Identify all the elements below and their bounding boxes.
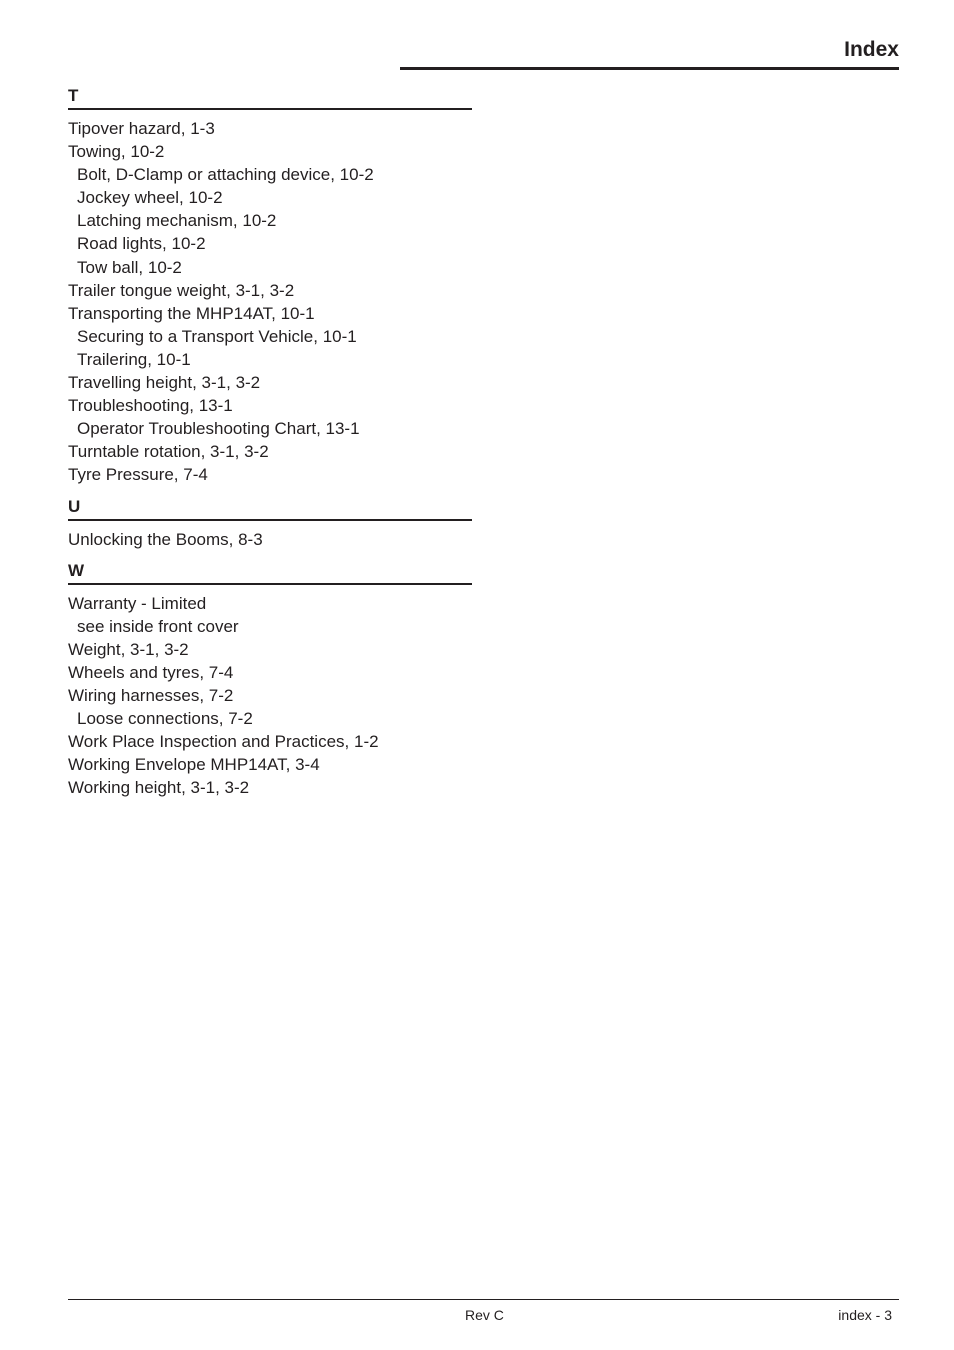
- index-section-u: [68, 495, 472, 551]
- header-rule: [400, 67, 899, 70]
- index-subentry: Latching mechanism, 10-2: [77, 211, 277, 231]
- index-entry: Trailer tongue weight, 3-1, 3-2: [68, 280, 295, 300]
- index-subentry: Operator Troubleshooting Chart, 13-1: [77, 419, 360, 439]
- index-entry: Tyre Pressure, 7-4: [68, 465, 208, 485]
- index-entry: Working Envelope MHP14AT, 3-4: [68, 755, 320, 775]
- index-subentry: Jockey wheel, 10-2: [77, 188, 223, 208]
- index-entry: Transporting the MHP14AT, 10-1: [68, 303, 315, 323]
- index-entry: Turntable rotation, 3-1, 3-2: [68, 442, 269, 462]
- index-entry: Wiring harnesses, 7-2: [68, 685, 234, 705]
- footer-rule: [68, 1299, 899, 1300]
- index-subentry: Loose connections, 7-2: [77, 709, 253, 729]
- index-entry: Working height, 3-1, 3-2: [68, 778, 250, 798]
- index-subentry: Trailering, 10-1: [77, 349, 191, 369]
- revision-label: Rev C: [465, 1307, 504, 1323]
- section-letter: W: [68, 559, 472, 585]
- index-entry: Unlocking the Booms, 8-3: [68, 529, 263, 549]
- index-entry: Weight, 3-1, 3-2: [68, 639, 189, 659]
- index-subentry: Securing to a Transport Vehicle, 10-1: [77, 326, 357, 346]
- index-entry: Work Place Inspection and Practices, 1-2: [68, 732, 379, 752]
- index-column: [68, 84, 472, 799]
- index-entry: Towing, 10-2: [68, 142, 165, 162]
- index-entry: Troubleshooting, 13-1: [68, 396, 233, 416]
- index-subentry: see inside front cover: [77, 616, 239, 636]
- index-entry: Wheels and tyres, 7-4: [68, 662, 234, 682]
- index-entry: Warranty - Limited: [68, 593, 207, 613]
- index-subentry: Bolt, D-Clamp or attaching device, 10-2: [77, 165, 374, 185]
- page-number: index - 3: [838, 1307, 892, 1323]
- index-subentry: Tow ball, 10-2: [77, 257, 182, 277]
- index-subentry: Road lights, 10-2: [77, 234, 206, 254]
- index-entry: Travelling height, 3-1, 3-2: [68, 373, 261, 393]
- section-letter: T: [68, 84, 472, 110]
- index-section-w: [68, 559, 472, 800]
- page-title: Index: [844, 38, 899, 61]
- index-section-t: [68, 84, 472, 487]
- section-letter: U: [68, 495, 472, 521]
- index-entry: Tipover hazard, 1-3: [68, 119, 215, 138]
